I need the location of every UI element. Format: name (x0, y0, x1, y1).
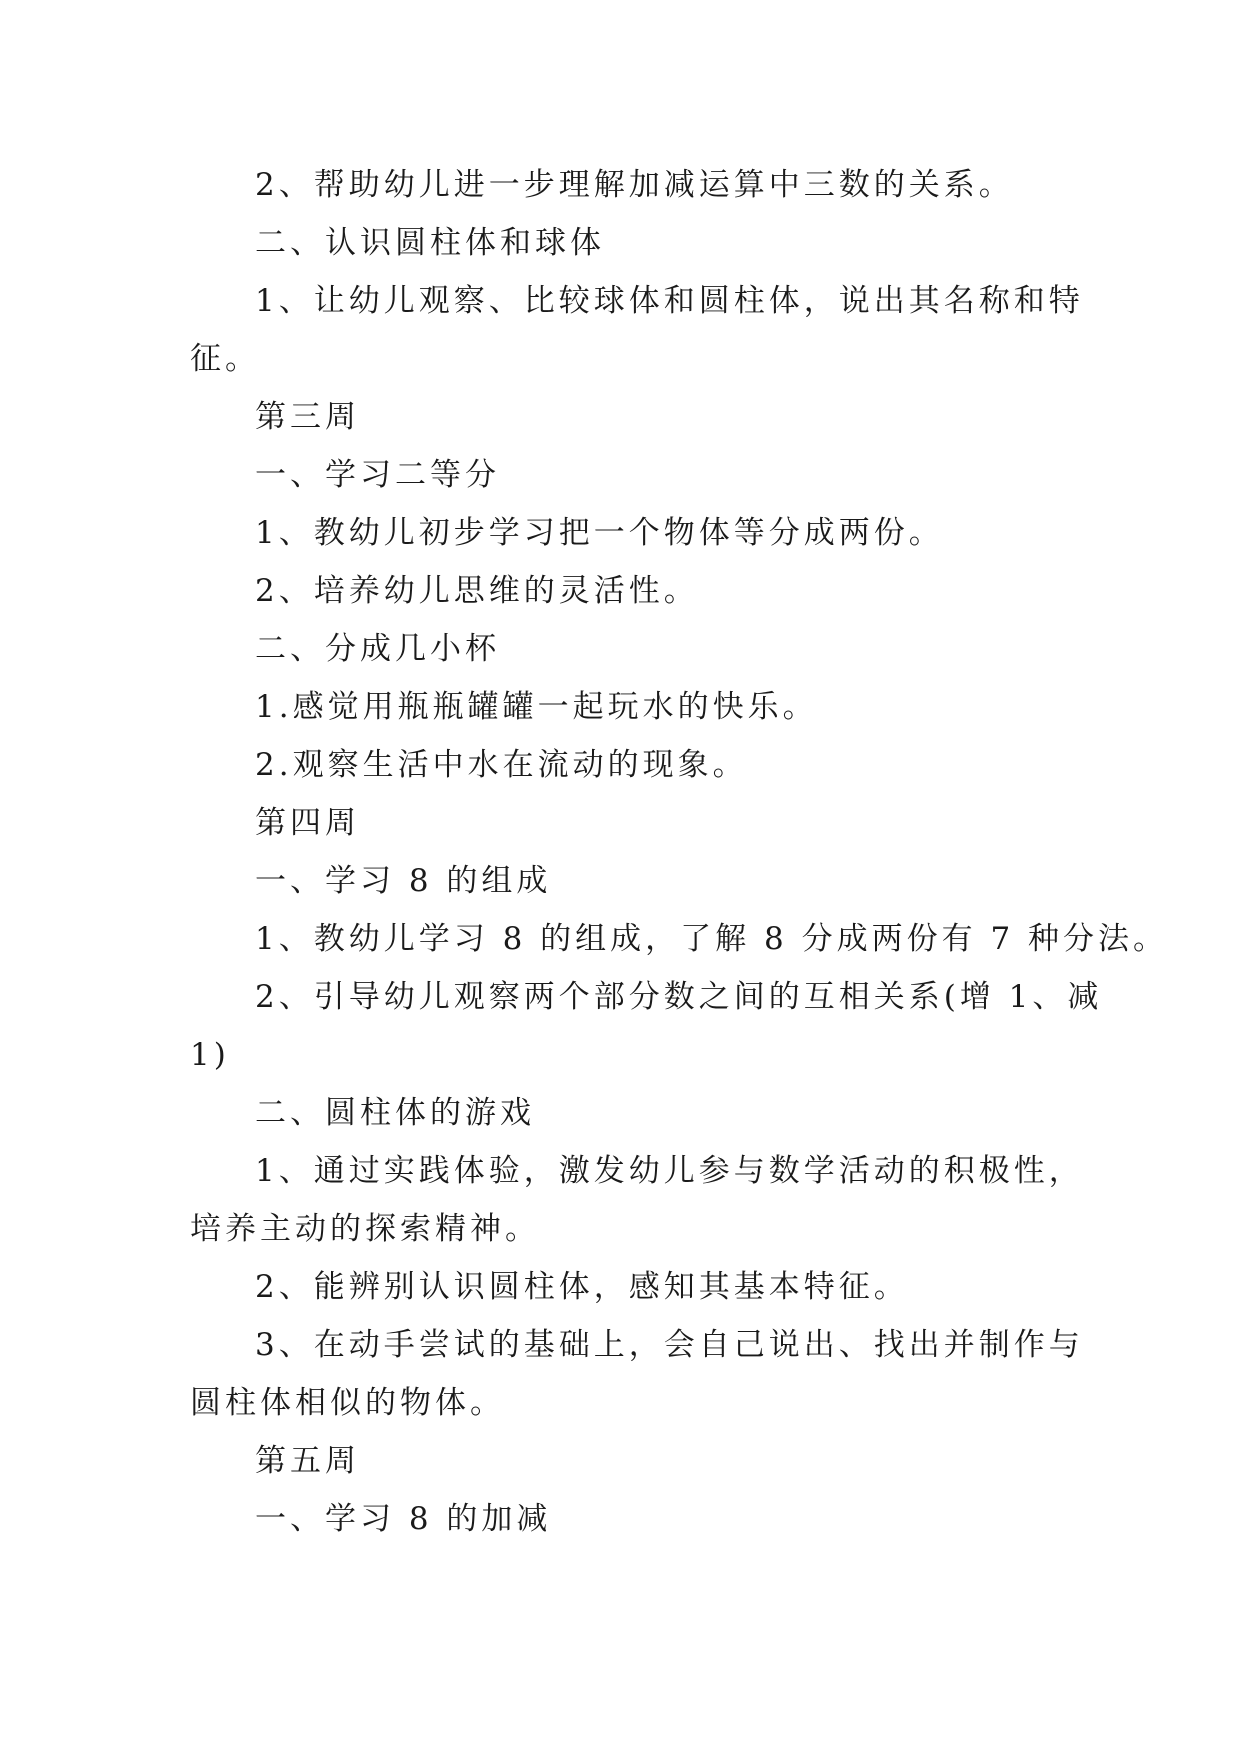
text-line: 2、帮助幼儿进一步理解加减运算中三数的关系。 (255, 167, 1014, 203)
week-heading: 第三周 (255, 399, 360, 435)
text-line: 3、在动手尝试的基础上，会自己说出、找出并制作与 (255, 1327, 1084, 1363)
text-line: 1.感觉用瓶瓶罐罐一起玩水的快乐。 (255, 689, 818, 725)
text-line: 1、让幼儿观察、比较球体和圆柱体，说出其名称和特 (255, 283, 1084, 319)
section-heading: 一、学习二等分 (255, 457, 500, 493)
text-line: 1) (190, 1037, 230, 1073)
week-heading: 第四周 (255, 805, 360, 841)
section-heading: 一、学习 8 的组成 (255, 863, 552, 899)
section-heading: 一、学习 8 的加减 (255, 1501, 552, 1537)
text-line: 1、通过实践体验，激发幼儿参与数学活动的积极性， (255, 1153, 1084, 1189)
section-heading: 二、认识圆柱体和球体 (255, 225, 605, 261)
text-line: 圆柱体相似的物体。 (190, 1385, 505, 1421)
text-line: 2、培养幼儿思维的灵活性。 (255, 573, 699, 609)
text-line: 培养主动的探索精神。 (190, 1211, 540, 1247)
section-heading: 二、分成几小杯 (255, 631, 500, 667)
text-line: 2.观察生活中水在流动的现象。 (255, 747, 748, 783)
week-heading: 第五周 (255, 1443, 360, 1479)
text-line: 2、能辨别认识圆柱体，感知其基本特征。 (255, 1269, 909, 1305)
section-heading: 二、圆柱体的游戏 (255, 1095, 535, 1131)
text-line: 2、引导幼儿观察两个部分数之间的互相关系(增 1、减 (255, 979, 1103, 1015)
text-line: 1、教幼儿初步学习把一个物体等分成两份。 (255, 515, 944, 551)
text-line: 1、教幼儿学习 8 的组成，了解 8 分成两份有 7 种分法。 (255, 921, 1169, 957)
text-line: 征。 (190, 341, 260, 377)
